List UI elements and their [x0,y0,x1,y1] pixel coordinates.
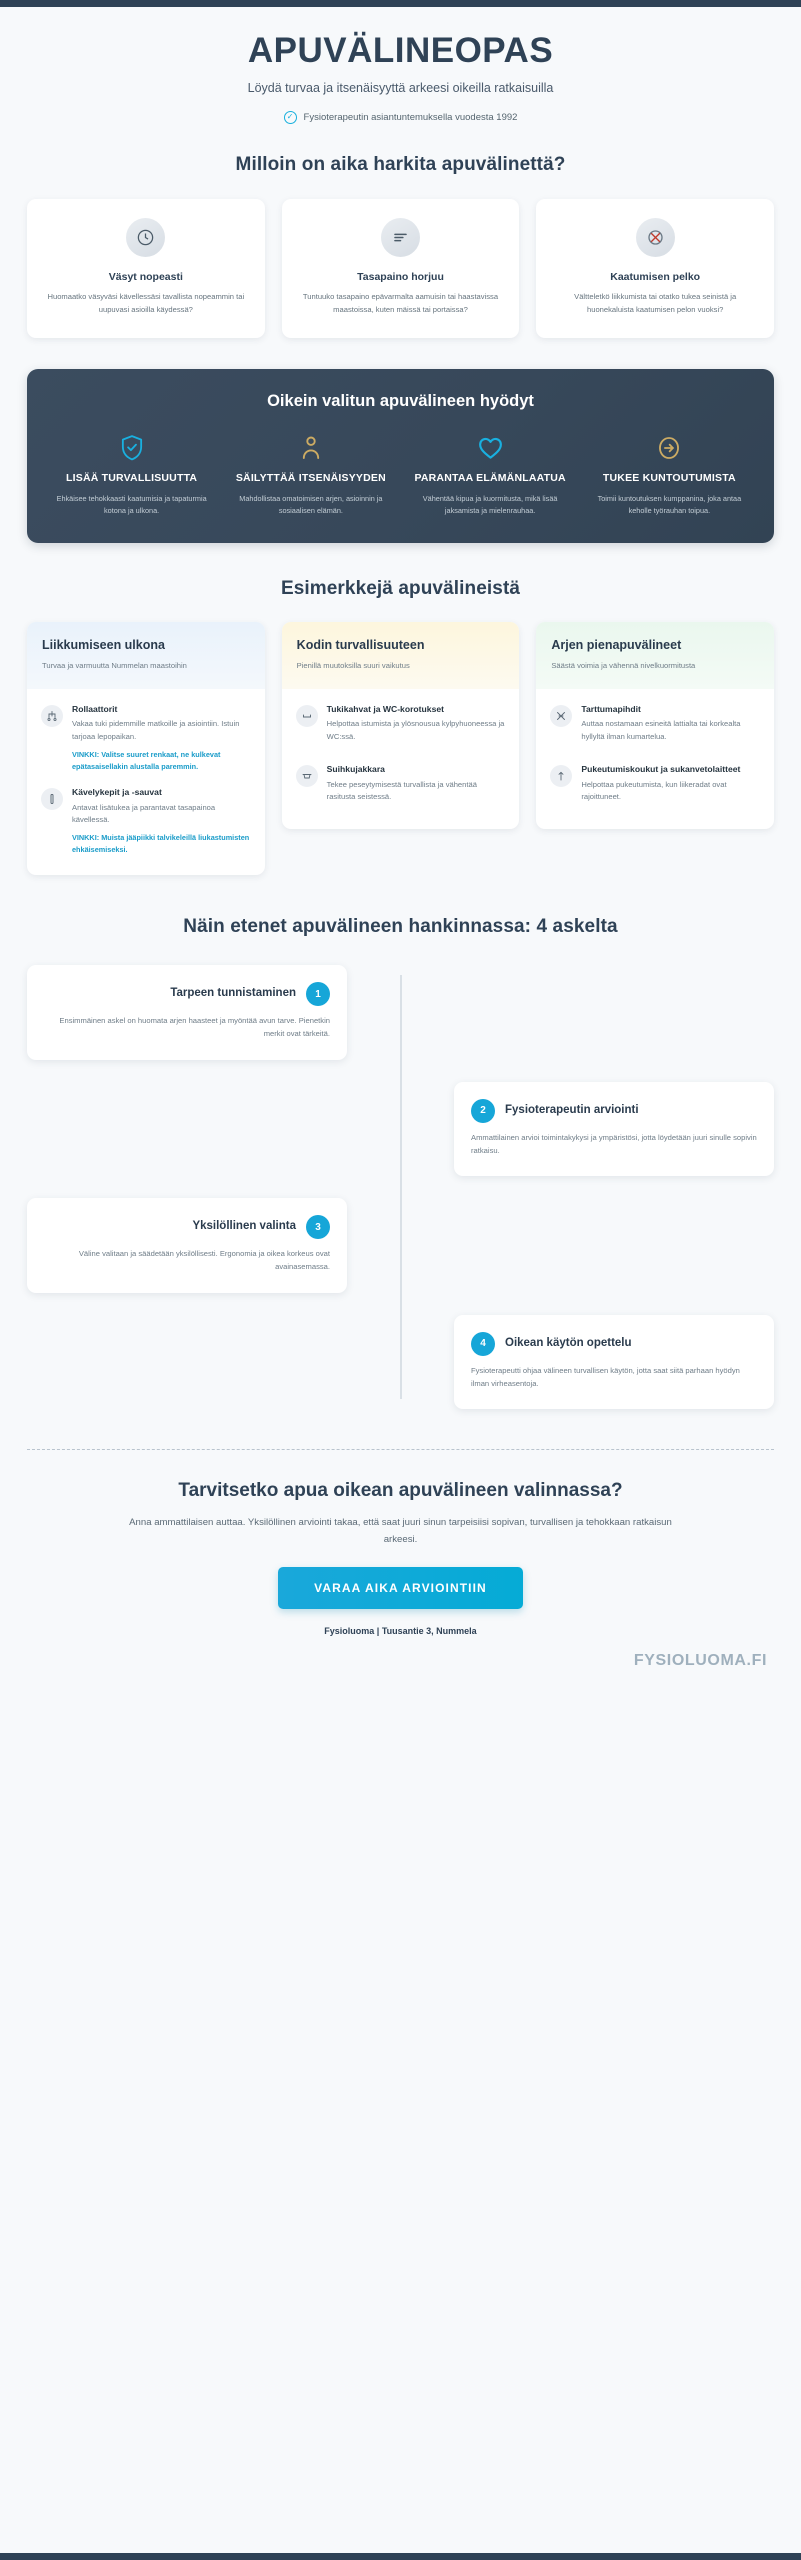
credibility-badge-label: Fysioterapeutin asiantuntemuksella vuodesta 1992 [303,111,518,123]
benefit-name: PARANTAA ELÄMÄNLAATUA [414,471,566,484]
step-number-badge: 1 [306,982,330,1006]
step-row [27,965,774,1060]
example-item-desc: Helpottaa pukeutumista, kun liikeradat ovat rajoittuneet. [581,779,727,801]
balance-lines-icon [381,218,420,257]
benefits-panel [27,369,774,544]
step-row [27,1315,774,1410]
sign-card-title: Kaatumisen pelko [610,271,701,284]
grabber-tool-icon [550,705,572,727]
book-appointment-button[interactable]: VARAA AIKA ARVIOINTIIN [278,1567,523,1609]
example-item [550,704,760,749]
example-column-title: Kodin turvallisuuteen [296,638,425,653]
benefit-name: SÄILYTTÄÄ ITSENÄISYYDEN [235,471,386,484]
example-item-name: Pukeutumiskoukut ja sukanvetolaitteet [581,764,741,775]
step-card [454,1082,774,1177]
shield-check-icon [48,433,215,463]
example-column [536,622,774,829]
credibility-badge [284,111,518,124]
benefits-grid [45,433,756,518]
shower-stool-icon [296,765,318,787]
example-column [282,622,520,829]
example-item [296,764,506,809]
sign-card-title: Väsyt nopeasti [108,271,183,284]
step-desc: Ensimmäinen askel on huomata arjen haasteet ja myöntää avun tarve. Pienetkin merkit ovat tärkeitä. [59,1016,330,1039]
benefit-desc: Toimii kuntoutuksen kumppanina, joka antaa keholle työrauhan toipua. [597,493,742,516]
walking-stick-icon [41,788,63,810]
step-number-badge: 4 [471,1332,495,1356]
benefits-heading: Oikein valitun apuvälineen hyödyt [267,391,534,410]
dressing-hook-icon [550,765,572,787]
step-title: Oikean käytön opettelu [505,1336,632,1349]
examples-column-list [0,622,801,875]
step-desc: Väline valitaan ja säädetään yksilöllisesti. Ergonomia ja oikea korkeus ovat avainasemassa. [78,1249,330,1272]
step-row [27,1198,774,1293]
cta-subtitle: Anna ammattilaisen auttaa. Yksilöllinen arviointi takaa, että saat juuri sinun tarpeisiisi sopivan, turvallisen ja tehokkaan ratkaisun arkeesi. [129,1517,672,1545]
step-number-badge: 2 [471,1099,495,1123]
benefit-name: TUKEE KUNTOUTUMISTA [602,471,736,484]
example-item [550,764,760,809]
benefit-item [404,433,577,518]
sign-card-desc: Tuntuuko tasapaino epävarmalta aamuisin tai haastavissa maastoissa, kuten mäissä tai portaissa? [302,292,499,314]
step-title: Yksilöllinen valinta [192,1220,296,1233]
example-column-title: Liikkumiseen ulkona [42,638,165,653]
step-title: Tarpeen tunnistaminen [170,987,296,1000]
benefit-desc: Ehkäisee tehokkaasti kaatumisia ja tapaturmia kotona ja ulkona. [56,493,207,516]
example-item-desc: Vakaa tuki pidemmille matkoille ja asiointiin. Istuin tarjoaa lepopaikan. [72,719,240,741]
example-item [41,787,251,855]
step-row [27,1082,774,1177]
step-desc: Ammattilainen arvioi toimintakykysi ja ympäristösi, jotta löydetään juuri sinulle sopivin ratkaisu. [471,1132,757,1155]
contact-info: Fysioluoma | Tuusantie 3, Nummela [324,1626,477,1637]
example-item-list [536,689,774,829]
benefit-desc: Mahdollistaa omatoimisen arjen, asioinnin ja sosiaalisen elämän. [239,493,383,516]
example-item-name: Tukikahvat ja WC-korotukset [326,703,444,714]
example-column-subtitle: Säästä voimia ja vähennä nivelkuormitusta [551,661,696,671]
example-item [41,704,251,772]
example-item-desc: Tekee peseytymisestä turvallista ja vähentää rasitusta seistessä. [326,779,477,801]
sign-card-desc: Huomaatko väsyväsi kävellessäsi tavallista nopeammin tai uupuvasi asioilla käydessä? [47,292,245,314]
example-item-list [27,689,265,875]
example-item-list [282,689,520,829]
benefit-item [45,433,218,518]
sign-card-title: Tasapaino horjuu [357,271,444,284]
brand-wordmark: FYSIOLUOMA.FI [633,1652,767,1670]
example-item-name: Tarttumapihdit [581,703,641,714]
sign-card [536,199,774,338]
signs-heading: Milloin on aika harkita apuvälinettä? [235,154,566,176]
examples-heading: Esimerkkejä apuvälineistä [280,578,521,600]
example-column-header [282,622,520,688]
step-card [27,965,347,1060]
section-divider [27,1449,774,1450]
no-fall-icon [636,218,675,257]
example-item-desc: Auttaa nostamaan esineitä lattialta tai korkealta hyllyltä ilman kumartelua. [581,719,741,741]
example-item-name: Kävelykepit ja -sauvat [72,787,162,798]
sign-card [282,199,520,338]
example-column-subtitle: Pienillä muutoksilla suuri vaikutus [296,661,410,671]
hero-section [0,7,801,124]
benefit-name: LISÄÄ TURVALLISUUTTA [66,471,198,484]
sign-card-desc: Vältteletkö liikkumista tai otatko tukea seinistä ja huonekaluista kaatumisen pelon vuoksi? [574,292,737,314]
benefit-item [583,433,756,518]
step-number-badge: 3 [306,1215,330,1239]
rollator-icon [41,705,63,727]
example-item-tip: VINKKI: Muista jääpiikki talvikeleillä liukastumisten ehkäisemiseksi. [72,833,250,854]
page-title: APUVÄLINEOPAS [247,31,554,70]
heart-icon [407,433,574,463]
step-title: Fysioterapeutin arviointi [505,1103,639,1116]
example-item [296,704,506,749]
person-icon [227,433,394,463]
example-item-desc: Antavat lisätukea ja parantavat tasapainoa kävellessä. [72,802,216,824]
example-item-name: Suihkujakkara [326,764,385,775]
step-desc: Fysioterapeutti ohjaa välineen turvallisen käytön, jotta saat siitä parhaan hyödyn ilman virheasentoja. [471,1365,740,1388]
example-column-header [536,622,774,688]
signs-card-list [0,199,801,338]
check-circle-icon: ✓ [284,111,297,124]
cta-title: Tarvitsetko apua oikean apuvälineen valinnassa? [178,1480,623,1502]
steps-heading: Näin etenet apuvälineen hankinnassa: 4 askelta [183,916,618,938]
benefit-desc: Vähentää kipua ja kuormitusta, mikä lisää jaksamista ja mielenrauhaa. [422,493,558,516]
example-item-tip: VINKKI: Valitse suuret renkaat, ne kulkevat epätasaisellakin alustalla paremmin. [72,750,221,771]
example-column-title: Arjen pienapuvälineet [551,638,682,653]
grab-bar-icon [296,705,318,727]
example-column [27,622,265,875]
clock-icon [126,218,165,257]
example-item-name: Rollaattorit [72,703,118,714]
benefit-item [224,433,397,518]
step-card [27,1198,347,1293]
page-subtitle: Löydä turvaa ja itsenäisyyttä arkeesi oikeilla ratkaisuilla [247,80,554,95]
sign-card [27,199,265,338]
example-column-header [27,622,265,688]
arrow-right-circle-icon [586,433,753,463]
example-column-subtitle: Turvaa ja varmuutta Nummelan maastoihin [42,661,187,671]
steps-timeline [0,965,801,1409]
step-card [454,1315,774,1410]
cta-section [0,1480,801,1636]
example-item-desc: Helpottaa istumista ja ylösnousua kylpyhuoneessa ja WC:ssä. [326,719,505,741]
